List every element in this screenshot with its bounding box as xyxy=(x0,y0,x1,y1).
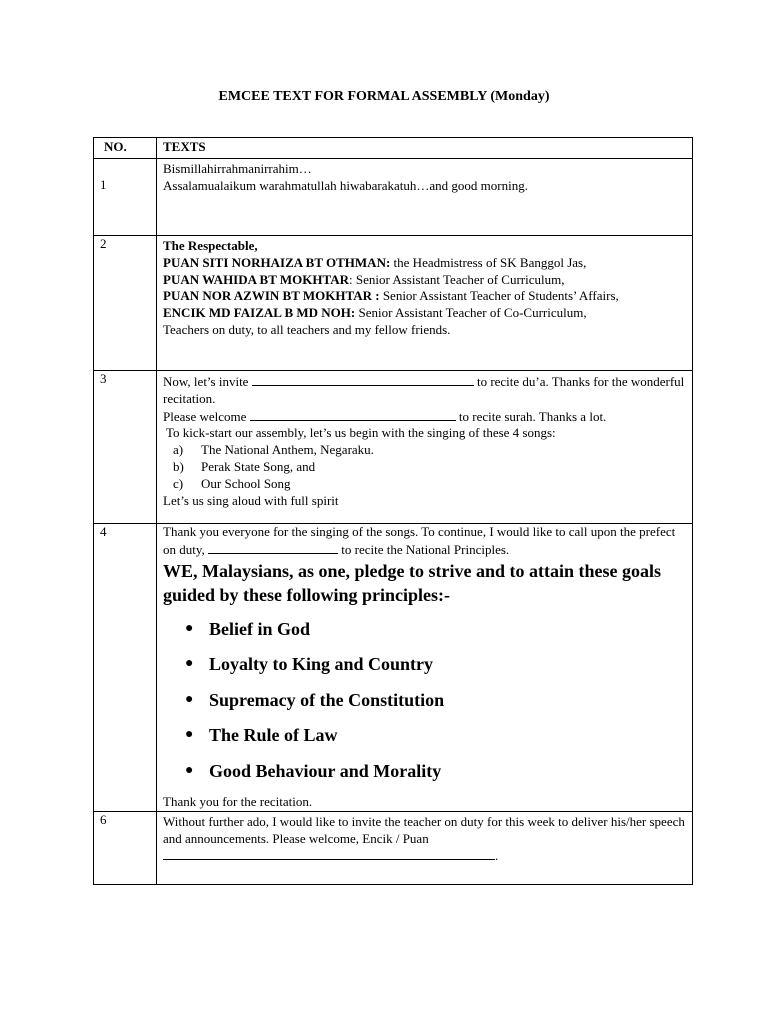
table-row xyxy=(94,159,693,236)
song-title: Our School Song xyxy=(201,475,291,491)
name-blank xyxy=(208,541,338,554)
bullet-icon: ● xyxy=(185,727,194,743)
row-text xyxy=(157,159,693,236)
row-number xyxy=(94,371,157,524)
person-name: PUAN WAHIDA BT MOKHTAR xyxy=(163,271,349,287)
row-number-text: 4 xyxy=(100,524,107,539)
row-number xyxy=(94,811,157,884)
person-line xyxy=(163,272,686,289)
bullet-icon: ● xyxy=(185,656,194,672)
song-marker: b) xyxy=(173,458,184,474)
list-item xyxy=(185,617,686,653)
invite-text: to recite du’a. Thanks for the wonderful recitation. xyxy=(163,374,685,406)
table-row xyxy=(94,371,693,524)
list-item xyxy=(173,459,686,476)
welcome-text: to recite surah. Thanks a lot. xyxy=(455,408,607,424)
person-role: Senior Assistant Teacher of Students’ Affairs, xyxy=(379,288,619,304)
invite-text: Now, let’s invite xyxy=(163,374,252,389)
call-text: Thank you everyone for the singing of the songs. To continue, I would like to call upon the prefect on duty, xyxy=(163,524,676,557)
pledge-text: WE, Malaysians, as one, pledge to strive and to attain these goals guided by these following principles:- xyxy=(163,560,662,605)
list-item xyxy=(185,759,686,795)
row-text xyxy=(157,524,693,812)
closing-period: . xyxy=(495,848,499,864)
kickstart-line: To kick-start our assembly, let’s us begin with the singing of these 4 songs: xyxy=(163,425,556,441)
list-item xyxy=(173,442,686,459)
greeting-line: Assalamualaikum warahmatullah hiwabarakatuh…and good morning. xyxy=(163,177,528,193)
principle-text: Loyalty to King and Country xyxy=(209,654,434,675)
person-role: Senior Assistant Teacher of Co-Curriculum, xyxy=(355,305,587,321)
person-name: PUAN SITI NORHAIZA BT OTHMAN: xyxy=(163,254,391,270)
person-role: the Headmistress of SK Banggol Jas, xyxy=(390,254,587,270)
table-row xyxy=(94,811,693,884)
song-title: Perak State Song, and xyxy=(201,458,316,474)
person-role: : Senior Assistant Teacher of Curriculum, xyxy=(349,271,565,287)
table-header-row xyxy=(94,138,693,159)
list-item xyxy=(185,723,686,759)
row-number-text: 1 xyxy=(100,177,107,192)
list-item xyxy=(185,688,686,724)
row-text xyxy=(157,236,693,371)
row-number-text: 3 xyxy=(100,371,107,386)
row-number xyxy=(94,236,157,371)
call-text: to recite the National Principles. xyxy=(338,541,510,557)
person-line xyxy=(163,305,686,322)
name-blank xyxy=(250,408,456,421)
principles-list xyxy=(163,617,686,795)
closing-blank-line xyxy=(163,847,686,865)
emcee-table xyxy=(93,137,693,885)
welcome-text: Please welcome xyxy=(163,408,250,424)
row-number xyxy=(94,524,157,812)
row-number xyxy=(94,159,157,236)
bullet-icon: ● xyxy=(185,620,194,636)
principle-text: Good Behaviour and Morality xyxy=(209,760,442,781)
welcome-line xyxy=(163,408,686,426)
header-texts: TEXTS xyxy=(157,138,693,159)
song-title: The National Anthem, Negaraku. xyxy=(201,442,374,458)
list-item xyxy=(185,652,686,688)
person-line xyxy=(163,255,686,272)
table-row xyxy=(94,524,693,812)
page-title: EMCEE TEXT FOR FORMAL ASSEMBLY (Monday) xyxy=(218,89,550,104)
principle-text: Supremacy of the Constitution xyxy=(209,689,445,710)
song-marker: c) xyxy=(173,475,184,491)
call-line xyxy=(163,524,686,559)
invite-line xyxy=(163,373,686,408)
name-blank xyxy=(252,373,474,386)
header-no: NO. xyxy=(94,138,157,159)
song-list xyxy=(163,442,686,492)
row-text xyxy=(157,371,693,524)
list-item xyxy=(173,476,686,493)
row-closing: Teachers on duty, to all teachers and my fellow friends. xyxy=(163,321,451,337)
song-marker: a) xyxy=(173,442,184,458)
row-number-text: 2 xyxy=(100,236,107,251)
row-text xyxy=(157,811,693,884)
name-blank xyxy=(163,847,495,860)
bullet-icon: ● xyxy=(185,691,194,707)
person-line xyxy=(163,288,686,305)
principle-text: The Rule of Law xyxy=(209,725,338,746)
greeting-line: Bismillahirrahmanirrahim… xyxy=(163,161,312,176)
respectable-intro: The Respectable, xyxy=(163,238,258,253)
person-name: ENCIK MD FAIZAL B MD NOH: xyxy=(163,305,356,321)
bullet-icon: ● xyxy=(185,762,194,778)
principle-text: Belief in God xyxy=(209,618,311,639)
row-number-text: 6 xyxy=(100,811,107,827)
row-closing: Let’s us sing aloud with full spirit xyxy=(163,492,339,508)
table-row xyxy=(94,236,693,371)
row-closing: Thank you for the recitation. xyxy=(163,794,313,810)
closing-paragraph: Without further ado, I would like to invite the teacher on duty for this week to deliver his/her speech and announcements. Please welcome, Encik / Puan xyxy=(163,813,685,846)
person-name: PUAN NOR AZWIN BT MOKHTAR : xyxy=(163,288,380,304)
